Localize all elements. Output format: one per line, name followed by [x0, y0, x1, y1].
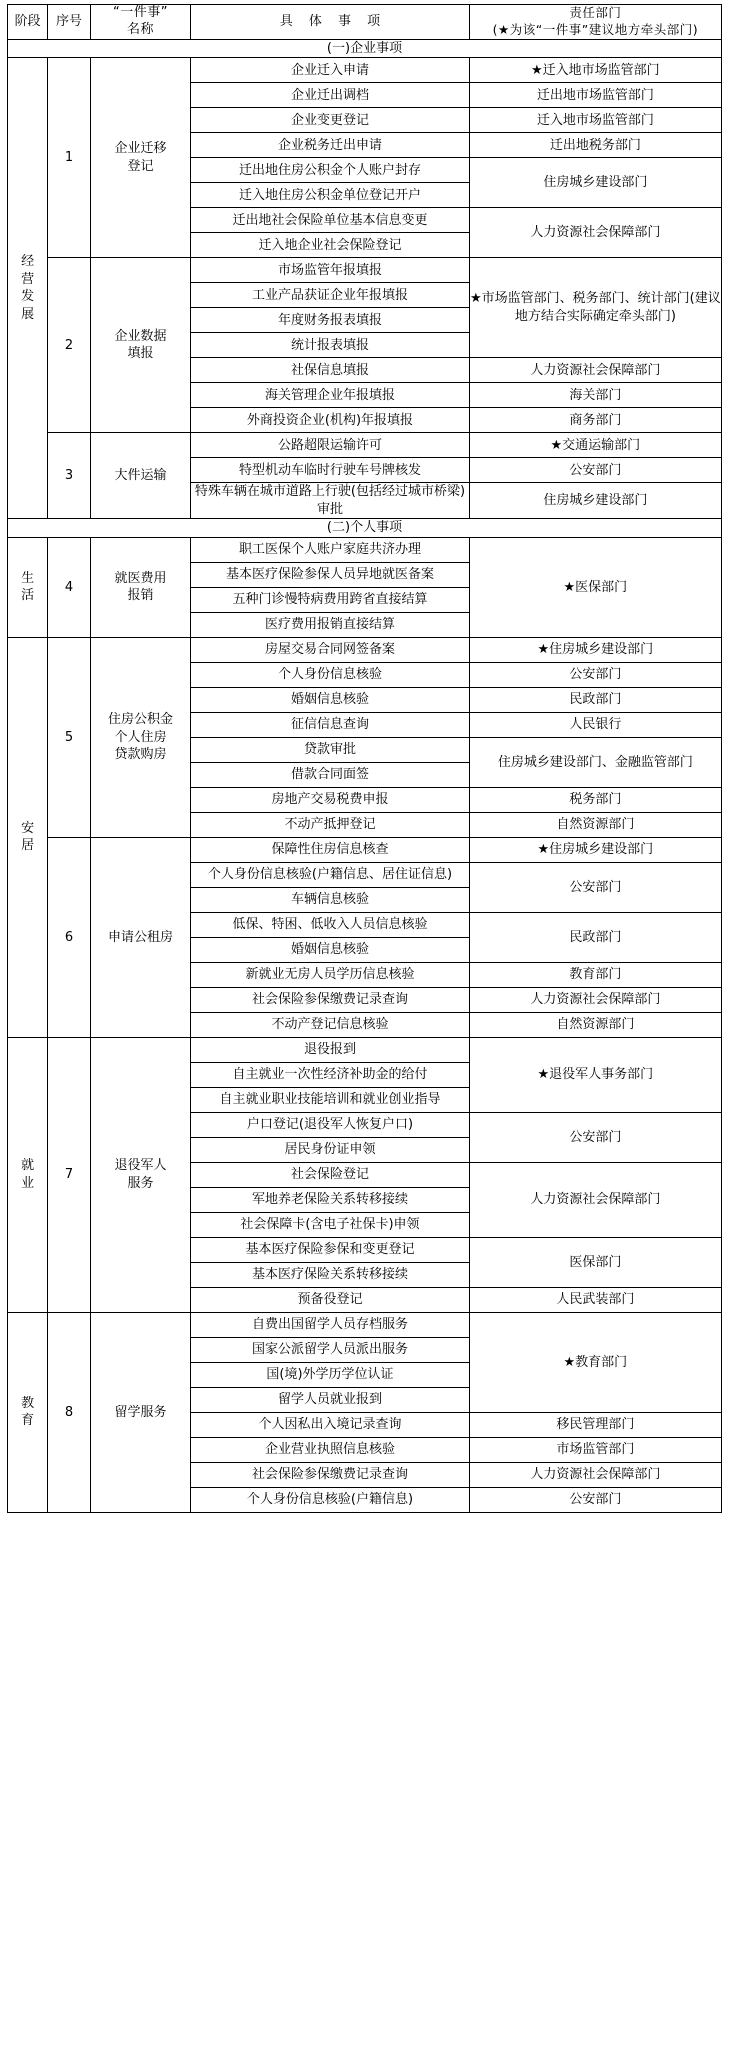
- table-row: [8, 637, 722, 662]
- responsible-department: 移民管理部门: [469, 1412, 721, 1437]
- one-thing-name: [90, 258, 190, 433]
- matter-item: 房屋交易合同网签备案: [191, 637, 470, 662]
- responsible-department: 人民武装部门: [469, 1287, 721, 1312]
- table-row: [8, 537, 722, 562]
- matter-item: 退役报到: [191, 1037, 470, 1062]
- stage-cell-housing: [8, 637, 48, 1037]
- responsible-department: 公安部门: [469, 862, 721, 912]
- one-thing-name-line: 贷款购房: [114, 747, 167, 763]
- one-thing-name-line: 企业数据: [114, 328, 167, 344]
- matter-item: 社会保险登记: [191, 1162, 470, 1187]
- matter-item: 迁出地社会保险单位基本信息变更: [191, 208, 470, 233]
- row-number: 7: [48, 1037, 91, 1312]
- stage-char: 生: [21, 570, 35, 586]
- table-header: [8, 5, 722, 40]
- matter-item: 企业税务迁出申请: [191, 133, 470, 158]
- table-row: [8, 58, 722, 83]
- table-row: [8, 1037, 722, 1062]
- matter-item: 社会保险参保缴费记录查询: [191, 987, 470, 1012]
- responsible-department: 迁出地税务部门: [469, 133, 721, 158]
- responsible-department: 住房城乡建设部门: [469, 483, 721, 519]
- one-thing-name: [90, 58, 190, 258]
- responsible-department: ★医保部门: [469, 537, 721, 637]
- matter-item: 不动产抵押登记: [191, 812, 470, 837]
- matter-item: 军地养老保险关系转移接续: [191, 1187, 470, 1212]
- matter-item: 个人身份信息核验(户籍信息): [191, 1487, 470, 1512]
- matter-item: 个人身份信息核验: [191, 662, 470, 687]
- matter-item: 留学人员就业报到: [191, 1387, 470, 1412]
- responsible-department: 公安部门: [469, 662, 721, 687]
- matter-item: 五种门诊慢特病费用跨省直接结算: [191, 587, 470, 612]
- responsible-department: 医保部门: [469, 1237, 721, 1287]
- one-thing-name-line: 就医费用: [114, 570, 167, 586]
- header-dept-line1: 责任部门: [569, 5, 622, 21]
- matter-item: 婚姻信息核验: [191, 687, 470, 712]
- section-header-enterprise: [8, 39, 722, 58]
- one-thing-name-line: 报销: [127, 588, 154, 604]
- responsible-department: ★市场监管部门、税务部门、统计部门(建议地方结合实际确定牵头部门): [469, 258, 721, 358]
- matter-item: 居民身份证申领: [191, 1137, 470, 1162]
- matter-item: 不动产登记信息核验: [191, 1012, 470, 1037]
- matter-item: 企业迁入申请: [191, 58, 470, 83]
- matter-item: 社会保险参保缴费记录查询: [191, 1462, 470, 1487]
- matter-item: 国家公派留学人员派出服务: [191, 1337, 470, 1362]
- responsible-department: 教育部门: [469, 962, 721, 987]
- responsible-department: ★退役军人事务部门: [469, 1037, 721, 1112]
- table-row: [8, 1312, 722, 1337]
- matter-item: 预备役登记: [191, 1287, 470, 1312]
- stage-char: 业: [21, 1175, 35, 1191]
- matter-item: 保障性住房信息核查: [191, 837, 470, 862]
- row-number: 1: [48, 58, 91, 258]
- stage-char: 活: [21, 588, 35, 604]
- stage-cell-business: [8, 58, 48, 519]
- responsible-department: ★住房城乡建设部门: [469, 637, 721, 662]
- matter-item: 社保信息填报: [191, 358, 470, 383]
- section-header-personal-label: (二)个人事项: [8, 519, 722, 538]
- responsible-department: ★住房城乡建设部门: [469, 837, 721, 862]
- row-number: 6: [48, 837, 91, 1037]
- matter-item: 基本医疗保险参保人员异地就医备案: [191, 562, 470, 587]
- matter-item: 国(境)外学历学位认证: [191, 1362, 470, 1387]
- stage-cell-life: [8, 537, 48, 637]
- responsible-department: 住房城乡建设部门: [469, 158, 721, 208]
- responsible-department: 税务部门: [469, 787, 721, 812]
- row-number: 8: [48, 1312, 91, 1512]
- matter-item: 新就业无房人员学历信息核验: [191, 962, 470, 987]
- one-thing-name: [90, 1312, 190, 1512]
- one-thing-name-line: 住房公积金: [107, 712, 173, 728]
- matter-item: 个人因私出入境记录查询: [191, 1412, 470, 1437]
- responsible-department: 住房城乡建设部门、金融监管部门: [469, 737, 721, 787]
- matter-item: 年度财务报表填报: [191, 308, 470, 333]
- responsible-department: 人力资源社会保障部门: [469, 1162, 721, 1237]
- matter-item: 个人身份信息核验(户籍信息、居住证信息): [191, 862, 470, 887]
- one-thing-name: [90, 537, 190, 637]
- responsible-department: 商务部门: [469, 408, 721, 433]
- matter-item: 自主就业一次性经济补助金的给付: [191, 1062, 470, 1087]
- stage-char: 经: [21, 254, 35, 270]
- matter-item: 企业迁出调档: [191, 83, 470, 108]
- one-thing-name-line: 个人住房: [114, 729, 167, 745]
- matter-item: 特殊车辆在城市道路上行驶(包括经过城市桥梁)审批: [191, 483, 470, 519]
- one-thing-name: [90, 433, 190, 519]
- responsible-department: 自然资源部门: [469, 812, 721, 837]
- matter-item: 基本医疗保险关系转移接续: [191, 1262, 470, 1287]
- row-number: 3: [48, 433, 91, 519]
- stage-cell-employment: [8, 1037, 48, 1312]
- one-thing-name-line: 服务: [127, 1175, 154, 1191]
- matter-item: 特型机动车临时行驶车号牌核发: [191, 458, 470, 483]
- section-header-personal: [8, 519, 722, 538]
- one-thing-name-line: 留学服务: [114, 1404, 167, 1420]
- responsible-department: 公安部门: [469, 458, 721, 483]
- stage-cell-education: [8, 1312, 48, 1512]
- matter-item: 婚姻信息核验: [191, 937, 470, 962]
- responsible-department: 人力资源社会保障部门: [469, 987, 721, 1012]
- stage-char: 营: [21, 271, 35, 287]
- document-page: [0, 4, 729, 1513]
- responsible-department: 民政部门: [469, 687, 721, 712]
- responsible-department: 公安部门: [469, 1112, 721, 1162]
- header-item: 具 体 事 项: [191, 5, 470, 40]
- responsible-department: 人力资源社会保障部门: [469, 208, 721, 258]
- stage-char: 展: [21, 306, 35, 322]
- one-thing-name: [90, 637, 190, 837]
- matter-item: 市场监管年报填报: [191, 258, 470, 283]
- one-thing-name-line: 填报: [127, 346, 154, 362]
- responsible-department: 市场监管部门: [469, 1437, 721, 1462]
- row-number: 4: [48, 537, 91, 637]
- table-body: [8, 39, 722, 1512]
- matter-item: 基本医疗保险参保和变更登记: [191, 1237, 470, 1262]
- matter-item: 海关管理企业年报填报: [191, 383, 470, 408]
- header-name: [90, 5, 190, 40]
- matter-item: 迁出地住房公积金个人账户封存: [191, 158, 470, 183]
- matter-item: 医疗费用报销直接结算: [191, 612, 470, 637]
- responsible-department: ★迁入地市场监管部门: [469, 58, 721, 83]
- matter-item: 迁入地住房公积金单位登记开户: [191, 183, 470, 208]
- header-stage: 阶段: [8, 5, 48, 40]
- responsible-department: 公安部门: [469, 1487, 721, 1512]
- matter-item: 贷款审批: [191, 737, 470, 762]
- matter-item: 社会保障卡(含电子社保卡)申领: [191, 1212, 470, 1237]
- header-no: 序号: [48, 5, 91, 40]
- responsible-department: 海关部门: [469, 383, 721, 408]
- responsible-department: 人力资源社会保障部门: [469, 358, 721, 383]
- responsible-department: ★交通运输部门: [469, 433, 721, 458]
- responsible-department: 人力资源社会保障部门: [469, 1462, 721, 1487]
- row-number: 5: [48, 637, 91, 837]
- stage-char: 育: [21, 1413, 35, 1429]
- matter-item: 车辆信息核验: [191, 887, 470, 912]
- responsible-department: 民政部门: [469, 912, 721, 962]
- table-row: [8, 258, 722, 283]
- responsible-department: 人民银行: [469, 712, 721, 737]
- one-thing-matters-table: [7, 4, 722, 1513]
- matter-item: 自费出国留学人员存档服务: [191, 1312, 470, 1337]
- matter-item: 企业变更登记: [191, 108, 470, 133]
- stage-char: 发: [21, 289, 35, 305]
- stage-char: 居: [21, 838, 35, 854]
- responsible-department: 迁出地市场监管部门: [469, 83, 721, 108]
- responsible-department: 迁入地市场监管部门: [469, 108, 721, 133]
- matter-item: 企业营业执照信息核验: [191, 1437, 470, 1462]
- row-number: 2: [48, 258, 91, 433]
- stage-char: 就: [21, 1158, 35, 1174]
- one-thing-name-line: 申请公租房: [107, 929, 173, 945]
- matter-item: 职工医保个人账户家庭共济办理: [191, 537, 470, 562]
- matter-item: 公路超限运输许可: [191, 433, 470, 458]
- header-dept-line2: (★为该“一件事”建议地方牵头部门): [492, 21, 699, 37]
- matter-item: 外商投资企业(机构)年报填报: [191, 408, 470, 433]
- one-thing-name-line: 企业迁移: [114, 141, 167, 157]
- header-dept: [469, 5, 721, 40]
- one-thing-name-line: 退役军人: [114, 1158, 167, 1174]
- header-name-line2: 名称: [126, 21, 154, 37]
- matter-item: 征信信息查询: [191, 712, 470, 737]
- one-thing-name-line: 大件运输: [114, 468, 167, 484]
- matter-item: 统计报表填报: [191, 333, 470, 358]
- one-thing-name-line: 登记: [127, 158, 154, 174]
- one-thing-name: [90, 837, 190, 1037]
- stage-char: 教: [21, 1395, 35, 1411]
- matter-item: 借款合同面签: [191, 762, 470, 787]
- matter-item: 户口登记(退役军人恢复户口): [191, 1112, 470, 1137]
- matter-item: 自主就业职业技能培训和就业创业指导: [191, 1087, 470, 1112]
- one-thing-name: [90, 1037, 190, 1312]
- table-row: [8, 433, 722, 458]
- matter-item: 迁入地企业社会保险登记: [191, 233, 470, 258]
- matter-item: 房地产交易税费申报: [191, 787, 470, 812]
- responsible-department: ★教育部门: [469, 1312, 721, 1412]
- matter-item: 低保、特困、低收入人员信息核验: [191, 912, 470, 937]
- matter-item: 工业产品获证企业年报填报: [191, 283, 470, 308]
- stage-char: 安: [21, 820, 35, 836]
- table-row: [8, 837, 722, 862]
- responsible-department: 自然资源部门: [469, 1012, 721, 1037]
- header-name-line1: “一件事”: [112, 5, 168, 20]
- section-header-enterprise-label: (一)企业事项: [8, 39, 722, 58]
